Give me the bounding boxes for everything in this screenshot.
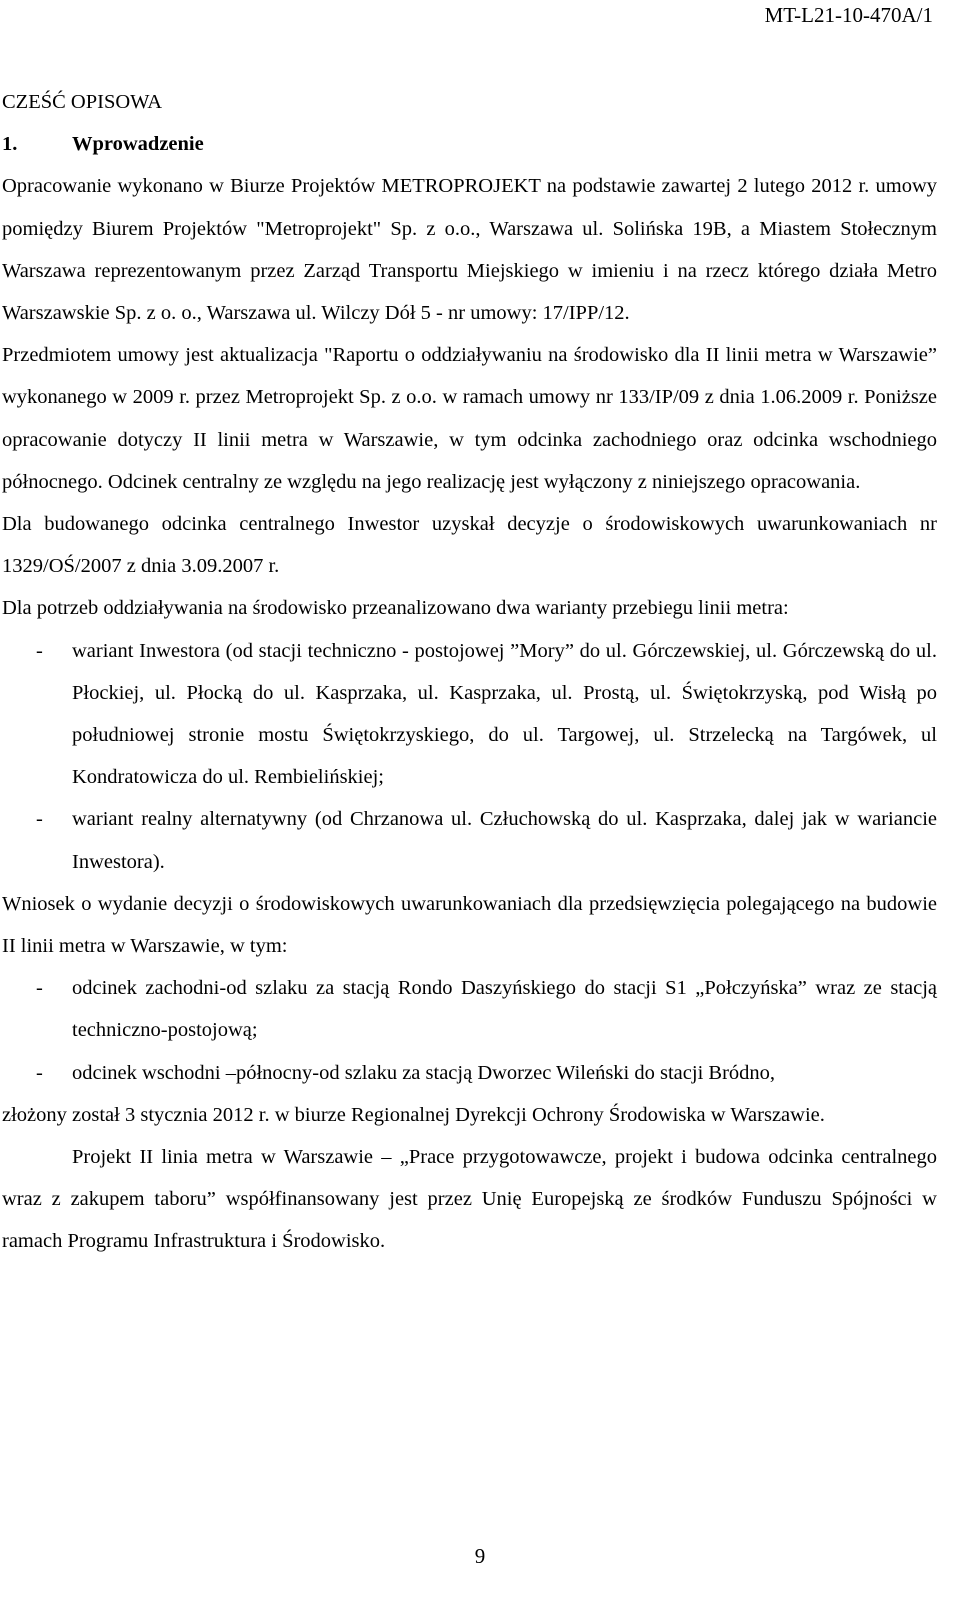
- list-item-text: wariant Inwestora (od stacji techniczno - postojowej ”Mory” do ul. Górczewskiej, ul. Górczewską do ul. Płockiej, ul. Płocką do ul. Kasprzaka, ul. Kasprzaka, ul. Prostą, ul. Świętokrzyską, pod Wisłą po południowej stronie mostu Świętokrzyskiego, do ul. Targowej, ul. Strzelecką na Targówek, ul Kondratowicza do ul. Rembielińskiej;: [72, 639, 937, 789]
- part-title: CZEŚĆ OPISOWA: [2, 91, 163, 113]
- bullet-dash: -: [36, 808, 43, 831]
- paragraph-application-intro: Wniosek o wydanie decyzji o środowiskowych uwarunkowaniach dla przedsięwzięcia polegającego na budowie II linii metra w Warszawie, w tym:: [2, 892, 937, 958]
- list-item-text: odcinek zachodni-od szlaku za stacją Rondo Daszyńskiego do stacji S1 „Połczyńska” wraz ze stacją techniczno-postojową;: [72, 977, 937, 1042]
- list-item-segment-west: [2, 967, 937, 1051]
- list-item-segment-east: [2, 1052, 937, 1094]
- page-number: 9: [474, 1544, 486, 1568]
- bullet-dash: -: [36, 977, 43, 1000]
- list-item-text: wariant realny alternatywny (od Chrzanowa ul. Człuchowską do ul. Kasprzaka, dalej jak w wariancie Inwestora).: [72, 808, 937, 873]
- bullet-dash: -: [36, 1061, 43, 1084]
- document-body: [2, 81, 937, 1263]
- list-item-variant-alternative: [2, 798, 937, 882]
- paragraph-variants-intro: Dla potrzeb oddziaływania na środowisko przeanalizowano dwa warianty przebiegu linii metra:: [2, 597, 789, 620]
- section-number: 1.: [2, 133, 18, 156]
- bullet-dash: -: [36, 639, 43, 662]
- section-heading: [2, 123, 937, 165]
- paragraph-funding: Projekt II linia metra w Warszawie – „Prace przygotowawcze, projekt i budowa odcinka centralnego wraz z zakupem taboru” współfinansowany jest przez Unię Europejską ze środków Funduszu Spójności w ramach Programu Infrastruktura i Środowisko.: [2, 1146, 937, 1253]
- section-title: Wprowadzenie: [72, 133, 204, 156]
- paragraph-decision: Dla budowanego odcinka centralnego Inwestor uzyskał decyzje o środowiskowych uwarunkowaniach nr 1329/OŚ/2007 z dnia 3.09.2007 r.: [2, 513, 937, 578]
- list-item-variant-investor: [2, 630, 937, 799]
- paragraph-subject: Przedmiotem umowy jest aktualizacja "Raportu o oddziaływaniu na środowisko dla II linii metra w Warszawie” wykonanego w 2009 r. przez Metroprojekt Sp. z o.o. w ramach umowy nr 133/IP/09 z dnia 1.06.2009 r. Poniższe opracowanie dotyczy II linii metra w Warszawie, w tym odcinka zachodniego oraz odcinka wschodniego północnego. Odcinek centralny ze względu na jego realizację jest wyłączony z niniejszego opracowania.: [2, 344, 937, 493]
- document-code: MT-L21-10-470A/1: [764, 3, 933, 27]
- paragraph-application-outro: złożony został 3 stycznia 2012 r. w biurze Regionalnej Dyrekcji Ochrony Środowiska w Warszawie.: [2, 1103, 825, 1126]
- list-item-text: odcinek wschodni –północny-od szlaku za stacją Dworzec Wileński do stacji Bródno,: [72, 1061, 776, 1084]
- paragraph-contract: Opracowanie wykonano w Biurze Projektów METROPROJEKT na podstawie zawartej 2 lutego 2012 r. umowy pomiędzy Biurem Projektów "Metroprojekt" Sp. z o.o., Warszawa ul. Solińska 19B, a Miastem Stołecznym Warszawa reprezentowanym przez Zarząd Transportu Miejskiego w imieniu i na rzecz którego działa Metro Warszawskie Sp. z o. o., Warszawa ul. Wilczy Dół 5 - nr umowy: 17/IPP/12.: [2, 175, 937, 325]
